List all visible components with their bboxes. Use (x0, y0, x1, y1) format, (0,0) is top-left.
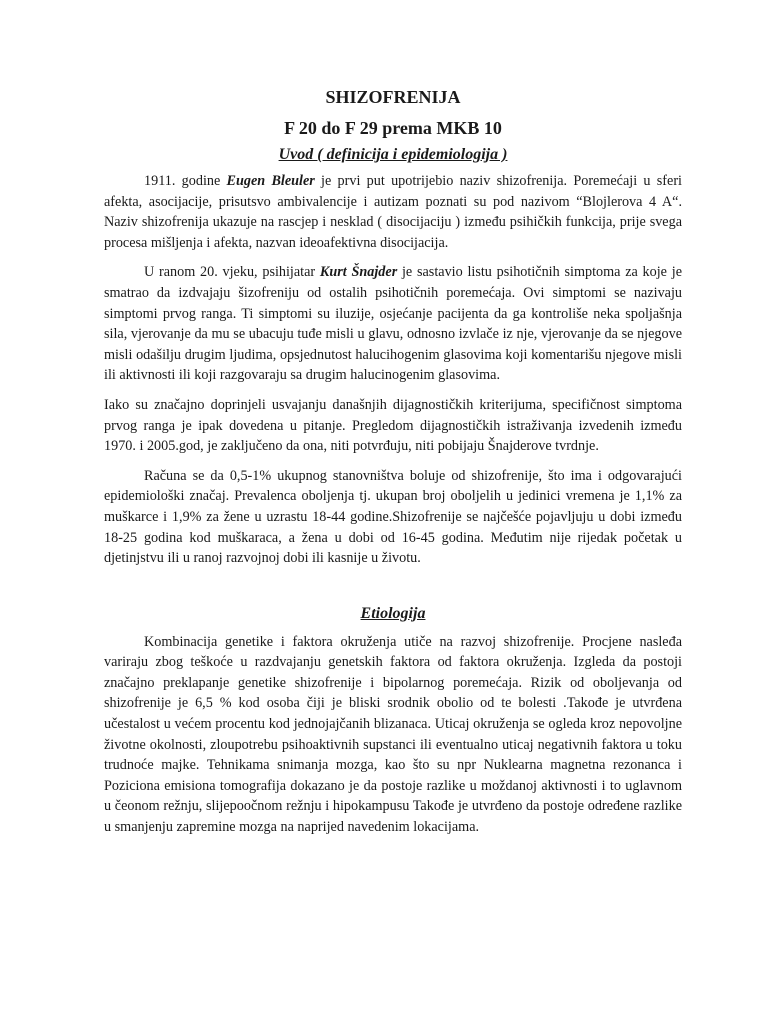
section-heading-intro: Uvod ( definicija i epidemiologija ) (278, 146, 508, 163)
document-subtitle: F 20 do F 29 prema MKB 10 (284, 118, 502, 138)
paragraph-text: 1911. godine (144, 173, 227, 189)
paragraph-text: je prvi put upotrijebio naziv shizofrenija. Poremećaji u sferi afekta, asocijacije, prisutsvo ambivalencije i autizam poznati su pod nazivom “Blojlerova 4 A“. Naziv shizofrenija ukazuje na rascjep i nesklad ( disocijaciju ) između psihičkih funkcija, prije svega procesa mišljenja i afekta, nazvan ideoafektivna disocijacija. (104, 173, 682, 251)
person-name: Eugen Bleuler (226, 173, 315, 189)
paragraph-text: je sastavio listu psihotičnih simptoma za koje je smatrao da izdvajaju šizofreniju od ostalih psihotičnih poremećaja. Ovi simptomi se nazivaju simptomi prvog ranga. Ti simptomi su iluzije, osjećanje pacijenta da ga kontroliše neka spoljašnja sila, vjerovanje da mu se ubacuju tuđe misli u glavu, odnosno izvlače iz nje, vjerovanje da se njegove misli odašilju drugim ljudima, opsjednutost halucihogenim glasovima koji komentarišu njegove misli ili aktivnosti ili koji razgovaraju sa drugim halucinogenim glasovima. (104, 264, 682, 384)
paragraph-diagnostic-criteria: Iako su značajno doprinjeli usvajanju današnjih dijagnostičkih kriterijuma, specifičnost simptoma prvog ranga je ipak dovedena u pitanje. Pregledom dijagnostičkih istraživanja izvedenih između 1970. i 2005.god, je zaključeno da ona, niti potvrđuju, niti pobijaju Šnajderove tvrdnje. (104, 396, 682, 455)
paragraph-prevalence: Računa se da 0,5-1% ukupnog stanovništva boluje od shizofrenije, što ima i odgovarajući epidemiološki značaj. Prevalenca oboljenja tj. ukupan broj oboljelih u jedinici vremena je 1,1% za muškarce i 1,9% za žene u uzrastu 18-44 godine.Shizofrenije se najčešće pojavljuju u dobi između 18-25 godina kod muškaraca, a žena u dobi od 16-45 godina. Međutim nije rijedak početak u djetinjstvu ili u ranoj razvojnoj dobi ili kasnije u životu. (104, 467, 682, 567)
section-heading-etiology: Etiologija (360, 604, 426, 622)
paragraph-schneider (104, 262, 682, 386)
paragraph-bleuler (104, 171, 682, 253)
document-title: SHIZOFRENIJA (325, 87, 461, 107)
person-name: Kurt Šnajder (319, 264, 398, 281)
document-page (104, 86, 682, 847)
paragraph-etiology: Kombinacija genetike i faktora okruženja utiče na razvoj shizofrenije. Procjene nasleđa variraju zbog teškoće u razdvajanju genetskih faktora od faktora okruženja. Izgleda da postoji značajno preklapanje genetike shizofrenije i bipolarnog poremećaja. Rizik od obolјevanja od shizofrenije je 6,5 % kod osoba čiji je bliski srodnik obolio od te bolesti .Takođe je utvrđena učestalost u većem procentu kod jednojajčanih blizanaca. Uticaj okruženja se ogleda kroz nepovoljne životne okolnosti, zloupotrebu psihoaktivnih supstanci ili eventualno uticaj negativnih faktora u toku trudnoće majke. Tehnikama snimanja mozga, kao što su npr Nuklearna magnetna rezonanca i Poziciona emisiona tomografija dokazano je da postoje razlike u moždanoj aktivnosti i to uglavnom u čeonom režnju, slijepoočnom režnju i hipokampusu Takođe je utvrđeno da postoje određene razlike u smanjenju zapremine mozga na naprijed navedenim lokacijama. (104, 633, 682, 836)
paragraph-text: U ranom 20. vjeku, psihijatar (144, 264, 320, 281)
